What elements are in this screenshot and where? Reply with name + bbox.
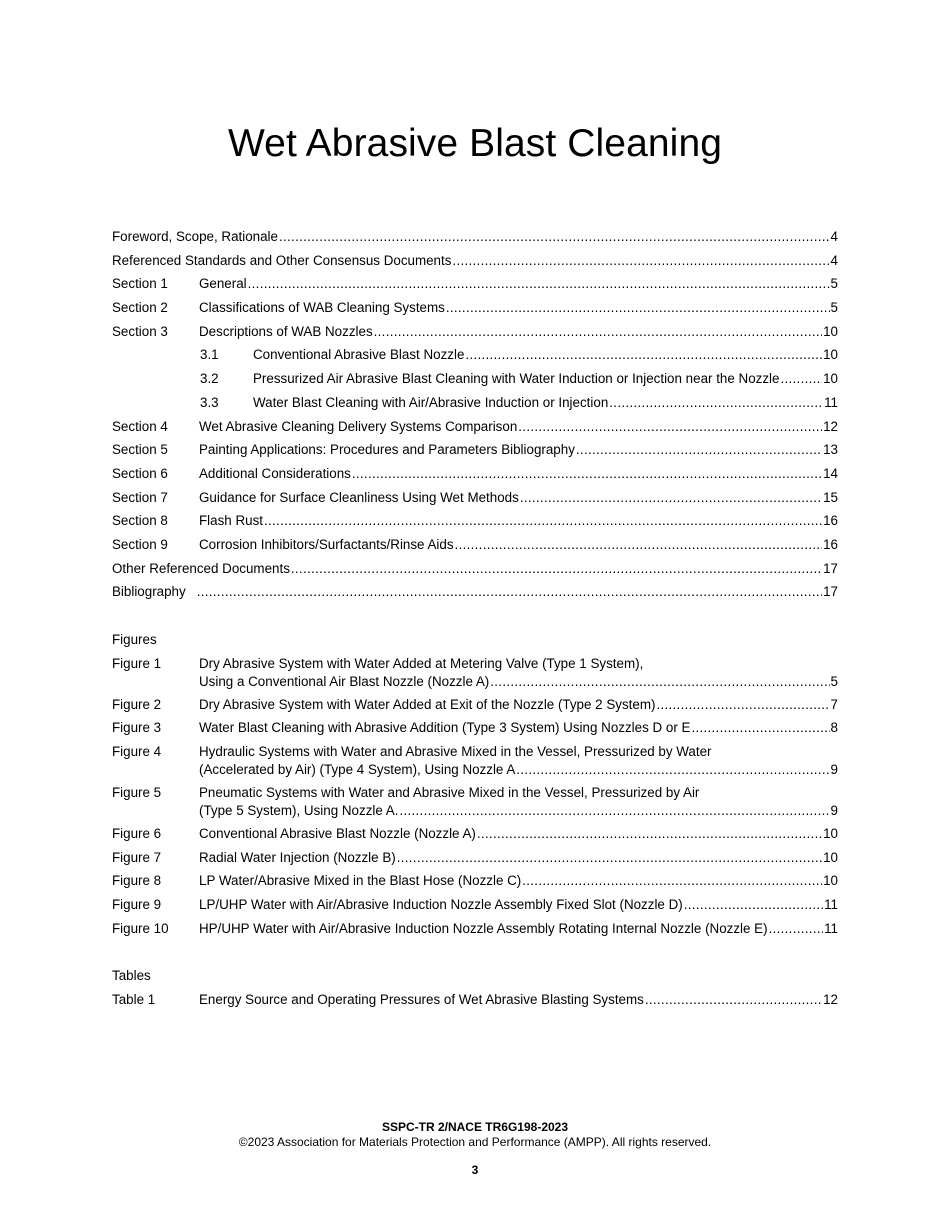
toc-entry-title: Classifications of WAB Cleaning Systems <box>199 300 445 316</box>
figure-number: Figure 5 <box>112 785 162 801</box>
toc-entry-page: 5 <box>830 276 838 292</box>
dot-leader <box>352 466 822 481</box>
dot-leader <box>520 490 822 505</box>
toc-subentry <box>112 347 838 371</box>
figure-title-line1: Dry Abrasive System with Water Added at Metering Valve (Type 1 System), <box>199 655 644 671</box>
dot-leader <box>291 561 822 576</box>
toc-entry <box>112 300 838 324</box>
dot-leader <box>656 697 829 712</box>
figure-number: Figure 10 <box>112 920 169 936</box>
toc-entry-title: Corrosion Inhibitors/Surfactants/Rinse Aids <box>199 536 454 552</box>
toc-entry-title: Foreword, Scope, Rationale <box>112 229 278 244</box>
toc-entry <box>112 513 838 537</box>
toc-entry-title: Guidance for Surface Cleanliness Using Wet Methods <box>199 489 519 505</box>
toc-entry-page: 17 <box>823 560 838 576</box>
toc-entry <box>112 324 838 348</box>
document-code: SSPC-TR 2/NACE TR6G198-2023 <box>381 1120 569 1134</box>
figure-number: Figure 8 <box>112 873 162 889</box>
toc-entry-number: 3.2 <box>200 371 219 387</box>
figure-page: 10 <box>823 826 838 842</box>
figure-entry <box>112 826 838 850</box>
page-title: Wet Abrasive Blast Cleaning <box>227 122 723 165</box>
toc-entry <box>112 229 838 253</box>
toc-entry-page: 10 <box>823 371 838 387</box>
figure-title: LP/UHP Water with Air/Abrasive Induction Nozzle Assembly Fixed Slot (Nozzle D) <box>199 897 683 913</box>
toc-entry-page: 12 <box>823 418 838 434</box>
figure-title: Using a Conventional Air Blast Nozzle (Nozzle A) <box>199 673 490 689</box>
dot-leader <box>522 873 822 888</box>
list-of-tables <box>112 968 838 1015</box>
toc-entry-page: 16 <box>823 513 838 529</box>
figure-page: 11 <box>824 920 838 936</box>
toc-entry <box>112 490 838 514</box>
toc-entry-number: 3.3 <box>200 394 219 410</box>
dot-leader <box>691 720 829 735</box>
figure-title: LP Water/Abrasive Mixed in the Blast Hose (Nozzle C) <box>199 873 522 889</box>
table-page: 12 <box>823 991 838 1007</box>
dot-leader <box>455 537 823 552</box>
figure-entry <box>112 897 838 921</box>
dot-leader <box>516 762 829 777</box>
toc-entry <box>112 561 838 585</box>
figure-number: Figure 6 <box>112 826 162 842</box>
figure-title: Dry Abrasive System with Water Added at Exit of the Nozzle (Type 2 System) <box>199 696 656 712</box>
figure-entry <box>112 656 838 697</box>
toc-entry-title: Additional Considerations <box>199 465 351 481</box>
toc-entry-page: 10 <box>823 347 838 363</box>
toc-entry-page: 13 <box>823 442 838 458</box>
page-number: 3 <box>471 1163 479 1177</box>
figure-number: Figure 1 <box>112 655 162 671</box>
toc-entry <box>112 276 838 300</box>
dot-leader <box>399 803 829 818</box>
figure-page: 7 <box>830 696 838 712</box>
table-entry <box>112 992 838 1016</box>
copyright-notice: ©2023 Association for Materials Protection and Performance (AMPP). All rights reserved. <box>238 1135 712 1149</box>
toc-entry-number: Section 2 <box>112 300 168 316</box>
toc-entry-title: Descriptions of WAB Nozzles <box>199 323 373 339</box>
dot-leader <box>264 513 822 528</box>
toc-entry <box>112 253 838 277</box>
toc-entry <box>112 419 838 443</box>
figure-number: Figure 3 <box>112 720 162 736</box>
figure-title: Radial Water Injection (Nozzle B) <box>199 849 396 865</box>
toc-entry-title: Referenced Standards and Other Consensus Documents <box>112 252 452 268</box>
toc-entry-page: 4 <box>830 252 838 268</box>
toc-entry <box>112 584 838 608</box>
figure-entry <box>112 744 838 785</box>
figure-title: (Type 5 System), Using Nozzle A. <box>199 803 399 819</box>
toc-subentry <box>112 371 838 395</box>
toc-entry-page: 4 <box>830 229 838 244</box>
list-of-figures <box>112 632 838 945</box>
dot-leader <box>397 850 822 865</box>
toc-entry-number: Section 3 <box>112 323 168 339</box>
toc-entry-number: Section 9 <box>112 536 168 552</box>
figure-number: Figure 4 <box>112 744 162 760</box>
toc-entry-title: General <box>199 276 247 292</box>
dot-leader <box>645 992 822 1007</box>
dot-leader <box>279 229 830 244</box>
toc-entry-title: Other Referenced Documents <box>112 560 290 576</box>
toc-entry-page: 15 <box>823 489 838 505</box>
tables-heading: Tables <box>112 968 151 983</box>
figure-title: (Accelerated by Air) (Type 4 System), Using Nozzle A <box>199 762 516 778</box>
figure-number: Figure 9 <box>112 897 162 913</box>
figure-title: Conventional Abrasive Blast Nozzle (Nozzle A) <box>199 826 476 842</box>
table-of-contents <box>112 229 838 608</box>
toc-entry-number: Section 1 <box>112 276 168 292</box>
toc-entry-title: Wet Abrasive Cleaning Delivery Systems Comparison <box>199 418 518 434</box>
dot-leader <box>477 826 822 841</box>
dot-leader <box>576 442 822 457</box>
toc-entry-number: Section 5 <box>112 442 168 458</box>
figure-number: Figure 7 <box>112 849 162 865</box>
toc-entry-page: 17 <box>823 584 838 600</box>
dot-leader <box>248 276 830 291</box>
figure-entry <box>112 873 838 897</box>
toc-entry-number: Section 8 <box>112 513 168 529</box>
toc-entry-page: 11 <box>824 394 838 410</box>
toc-entry-number: Section 4 <box>112 418 168 434</box>
figure-page: 11 <box>824 897 838 913</box>
toc-entry-title: Conventional Abrasive Blast Nozzle <box>253 347 465 363</box>
figure-page: 9 <box>830 803 838 819</box>
dot-leader <box>374 324 822 339</box>
toc-entry-number: 3.1 <box>200 347 219 363</box>
toc-entry-title: Pressurized Air Abrasive Blast Cleaning with Water Induction or Injection near the Nozzle <box>253 371 780 387</box>
dot-leader <box>769 921 824 936</box>
figure-title: HP/UHP Water with Air/Abrasive Induction Nozzle Assembly Rotating Internal Nozzle (Nozzle E) <box>199 920 768 936</box>
dot-leader <box>197 584 822 599</box>
figure-page: 9 <box>830 762 838 778</box>
toc-entry-title: Bibliography <box>112 584 186 600</box>
toc-entry-page: 16 <box>823 536 838 552</box>
figure-title-line1: Hydraulic Systems with Water and Abrasive Mixed in the Vessel, Pressurized by Water <box>199 744 712 760</box>
toc-entry-page: 14 <box>823 465 838 481</box>
figure-entry <box>112 850 838 874</box>
figure-number: Figure 2 <box>112 696 162 712</box>
dot-leader <box>465 347 822 362</box>
toc-entry-number: Section 6 <box>112 465 168 481</box>
dot-leader <box>780 371 822 386</box>
figures-heading: Figures <box>112 632 157 647</box>
figure-page: 10 <box>823 873 838 889</box>
table-title: Energy Source and Operating Pressures of Wet Abrasive Blasting Systems <box>199 991 644 1007</box>
figure-page: 5 <box>830 673 838 689</box>
figure-entry <box>112 720 838 744</box>
figure-entry <box>112 785 838 826</box>
dot-leader <box>490 674 829 689</box>
dot-leader <box>452 253 829 268</box>
figure-entry <box>112 697 838 721</box>
toc-entry-title: Flash Rust <box>199 513 263 529</box>
figure-entry <box>112 921 838 945</box>
toc-entry-number: Section 7 <box>112 489 168 505</box>
toc-entry-page: 5 <box>830 300 838 316</box>
toc-entry-title: Water Blast Cleaning with Air/Abrasive Induction or Injection <box>253 394 609 410</box>
toc-entry-title: Painting Applications: Procedures and Parameters Bibliography <box>199 442 575 458</box>
toc-entry <box>112 442 838 466</box>
toc-entry <box>112 466 838 490</box>
table-number: Table 1 <box>112 991 156 1007</box>
figure-title-line1: Pneumatic Systems with Water and Abrasive Mixed in the Vessel, Pressurized by Air <box>199 785 700 801</box>
figure-page: 8 <box>830 720 838 736</box>
figure-title: Water Blast Cleaning with Abrasive Addition (Type 3 System) Using Nozzles D or E <box>199 720 691 736</box>
dot-leader <box>446 300 830 315</box>
figure-page: 10 <box>823 849 838 865</box>
dot-leader <box>684 897 823 912</box>
dot-leader <box>609 395 823 410</box>
toc-entry-page: 10 <box>823 323 838 339</box>
toc-subentry <box>112 395 838 419</box>
page-footer <box>0 1120 950 1177</box>
toc-entry <box>112 537 838 561</box>
dot-leader <box>518 419 822 434</box>
